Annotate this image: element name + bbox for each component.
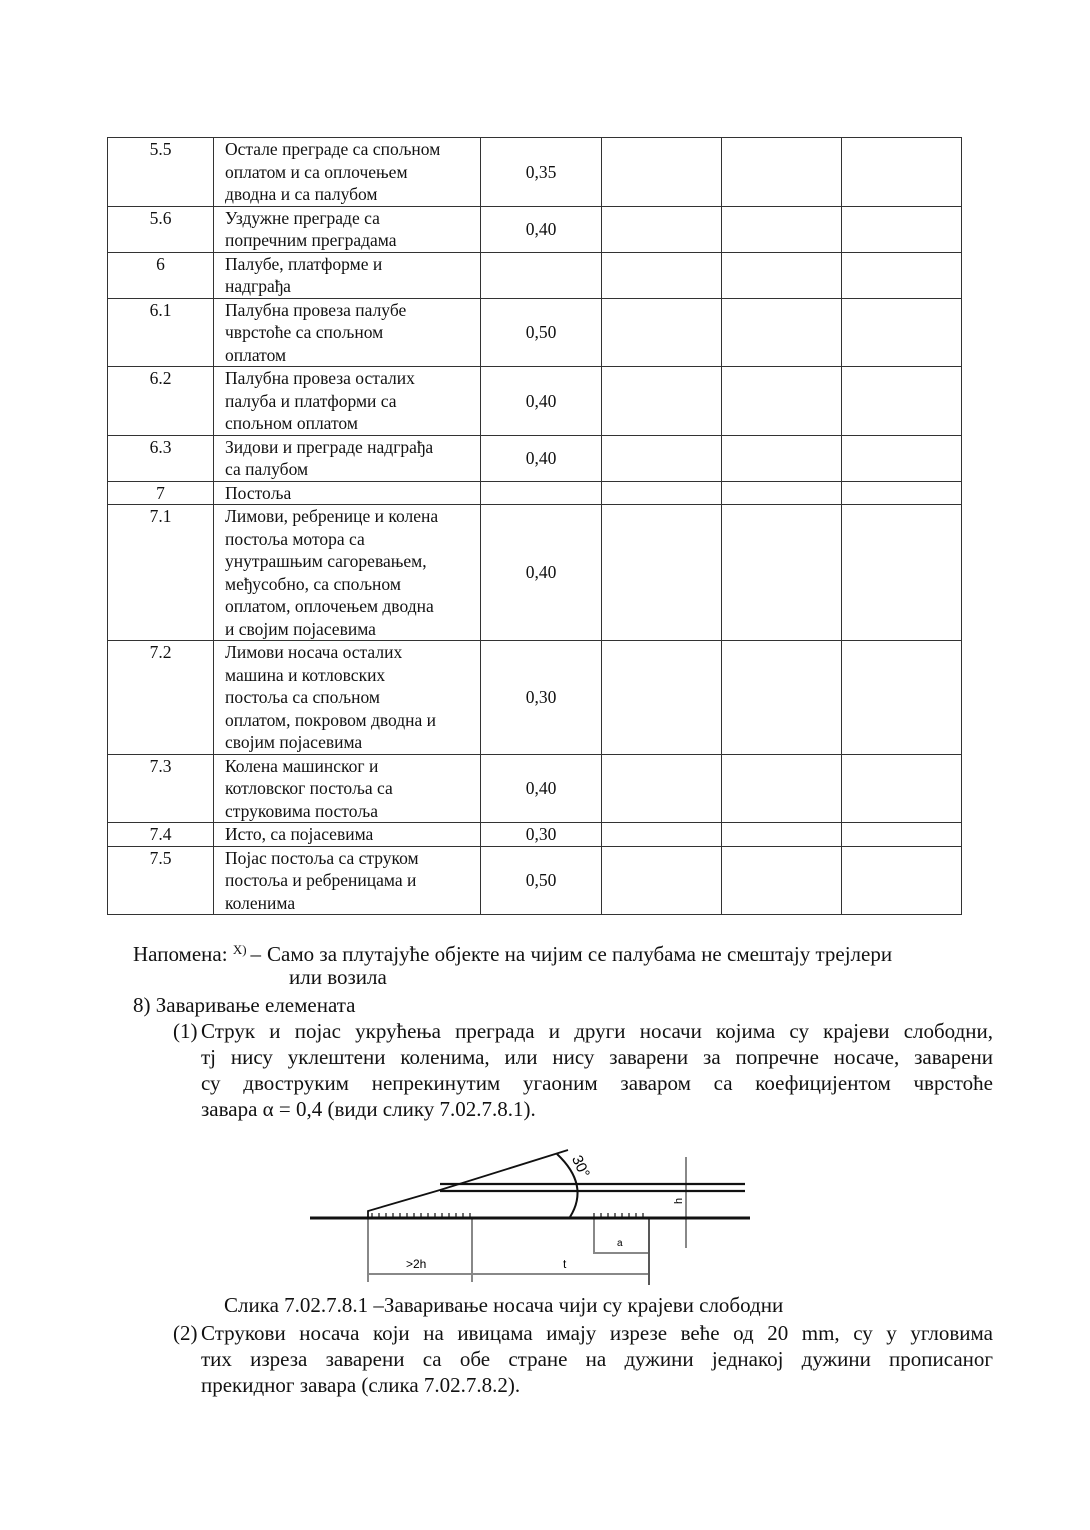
weld-coefficient-table	[107, 137, 962, 915]
paragraph-number: (1)	[173, 1019, 198, 1043]
empty-cell	[602, 754, 722, 823]
row-number: 7.1	[108, 505, 214, 641]
paragraph-line: Струк и појас укрућења преграда и други носачи којима су крајеви слободни,	[201, 1019, 993, 1043]
empty-cell	[842, 641, 962, 755]
row-coefficient	[481, 481, 602, 505]
description-line: котловског постоља са	[225, 778, 393, 798]
description-line: палуба и платформи са	[225, 390, 397, 411]
note-marker: X)	[232, 942, 247, 957]
description-line: машина и котловских	[225, 664, 386, 685]
row-number: 7.5	[108, 846, 214, 915]
row-description	[214, 298, 481, 367]
note-dash: –	[250, 942, 262, 966]
row-description	[214, 481, 481, 505]
empty-cell	[722, 505, 842, 641]
row-number: 6.3	[108, 435, 214, 481]
description-line: постоља са спољном	[225, 687, 380, 707]
paragraph-line: су двоструким непрекинутим угаоним заваром са коефицијентом чврстоће	[201, 1071, 993, 1095]
row-number: 7.3	[108, 754, 214, 823]
row-description	[214, 367, 481, 436]
paragraph-line: тј нису уклештени коленима, или нису заварени за попречне носаче, заварени	[201, 1045, 993, 1069]
table-row	[108, 505, 962, 641]
description-line: Палубе, платформе и	[225, 253, 383, 274]
row-coefficient: 0,40	[481, 505, 602, 641]
paragraph-1	[173, 1018, 993, 1122]
row-coefficient	[481, 252, 602, 298]
row-description	[214, 206, 481, 252]
table-row	[108, 481, 962, 505]
description-line: Уздужне преграде са	[225, 207, 380, 228]
description-line: Палубна провеза палубе	[225, 299, 407, 320]
description-line: постоља и ребреницама и	[225, 870, 417, 890]
weld-diagram	[300, 1140, 760, 1290]
description-line: надграђа	[225, 276, 291, 296]
description-line: Палубна провеза осталих	[225, 368, 415, 388]
label-a: a	[617, 1238, 623, 1249]
empty-cell	[602, 823, 722, 847]
description-line: оплатом	[225, 344, 287, 365]
row-description	[214, 846, 481, 915]
table-row	[108, 138, 962, 207]
table-row	[108, 435, 962, 481]
empty-cell	[722, 823, 842, 847]
table-row	[108, 846, 962, 915]
paragraph-line: Струкови носача који на ивицама имају изрезе веће од 20 mm, су у угловима	[201, 1321, 993, 1345]
note-text-line1: Само за плутајуће објекте на чијим се палубама не смештају трејлери	[267, 942, 893, 966]
row-number: 6	[108, 252, 214, 298]
row-coefficient: 0,50	[481, 298, 602, 367]
empty-cell	[842, 846, 962, 915]
description-line: и својим појасевима	[225, 618, 376, 639]
empty-cell	[602, 505, 722, 641]
description-line: спољном оплатом	[225, 413, 358, 433]
description-line: оплатом, оплочењем дводна	[225, 596, 434, 616]
table-row	[108, 206, 962, 252]
row-number: 6.2	[108, 367, 214, 436]
empty-cell	[722, 481, 842, 505]
empty-cell	[602, 846, 722, 915]
empty-cell	[722, 846, 842, 915]
description-line: унутрашњим сагоревањем,	[225, 551, 427, 571]
table-note	[133, 937, 892, 967]
row-number: 7.2	[108, 641, 214, 755]
empty-cell	[842, 505, 962, 641]
empty-cell	[842, 435, 962, 481]
description-line: оплатом, покровом дводна и	[225, 709, 437, 730]
figure-caption: Слика 7.02.7.8.1 –Заваривање носача чији су крајеви слободни	[224, 1293, 784, 1317]
empty-cell	[842, 481, 962, 505]
paragraph-2	[173, 1320, 993, 1398]
empty-cell	[602, 367, 722, 436]
description-line: Колена машинског и	[225, 755, 379, 776]
h-label: h	[673, 1197, 685, 1204]
empty-cell	[722, 367, 842, 436]
empty-cell	[722, 754, 842, 823]
empty-cell	[842, 367, 962, 436]
row-number: 5.5	[108, 138, 214, 207]
empty-cell	[602, 641, 722, 755]
row-coefficient: 0,30	[481, 823, 602, 847]
row-description	[214, 641, 481, 755]
empty-cell	[602, 298, 722, 367]
description-line: Лимови носача осталих	[225, 642, 403, 662]
label-2h: >2h	[406, 1257, 427, 1271]
empty-cell	[842, 206, 962, 252]
description-line: Исто, са појасевима	[225, 824, 374, 844]
paragraph-line: прекидног завара (слика 7.02.7.8.2).	[201, 1373, 521, 1397]
description-line: попречним преградама	[225, 230, 397, 250]
description-line: својим појасевима	[225, 732, 363, 752]
empty-cell	[722, 252, 842, 298]
description-line: Постоља	[225, 482, 292, 503]
empty-cell	[722, 138, 842, 207]
empty-cell	[722, 298, 842, 367]
row-description	[214, 252, 481, 298]
table-row	[108, 754, 962, 823]
row-description	[214, 435, 481, 481]
table-row	[108, 367, 962, 436]
empty-cell	[602, 138, 722, 207]
empty-cell	[842, 754, 962, 823]
label-t: t	[563, 1257, 567, 1271]
section-heading: 8) Заваривање елемената	[133, 993, 356, 1017]
row-number: 6.1	[108, 298, 214, 367]
row-coefficient: 0,40	[481, 754, 602, 823]
description-line: постоља мотора са	[225, 528, 365, 549]
empty-cell	[602, 481, 722, 505]
table-row	[108, 823, 962, 847]
row-coefficient: 0,50	[481, 846, 602, 915]
empty-cell	[722, 206, 842, 252]
description-line: међусобно, са спољном	[225, 573, 401, 594]
description-line: са палубом	[225, 459, 309, 479]
empty-cell	[842, 823, 962, 847]
table-row	[108, 641, 962, 755]
empty-cell	[842, 298, 962, 367]
description-line: Зидови и преграде надграђа	[225, 436, 434, 457]
note-text-line2: или возила	[289, 965, 387, 989]
row-description	[214, 823, 481, 847]
paragraph-number: (2)	[173, 1321, 198, 1345]
angle-label: 30°	[567, 1152, 593, 1181]
empty-cell	[842, 138, 962, 207]
paragraph-line: завара α = 0,4 (види слику 7.02.7.8.1).	[201, 1097, 536, 1121]
row-coefficient: 0,35	[481, 138, 602, 207]
table-row	[108, 252, 962, 298]
row-description	[214, 138, 481, 207]
row-coefficient: 0,40	[481, 367, 602, 436]
empty-cell	[722, 435, 842, 481]
row-description	[214, 505, 481, 641]
empty-cell	[602, 435, 722, 481]
paragraph-line: тих изреза заварени са обе стране на дужини једнакој дужини прописаног	[201, 1347, 993, 1371]
empty-cell	[842, 252, 962, 298]
weld-figure	[300, 1140, 760, 1290]
note-label: Напомена:	[133, 942, 228, 966]
row-coefficient: 0,40	[481, 206, 602, 252]
empty-cell	[602, 252, 722, 298]
description-line: Појас постоља са струком	[225, 847, 419, 868]
row-description	[214, 754, 481, 823]
row-coefficient: 0,40	[481, 435, 602, 481]
row-coefficient: 0,30	[481, 641, 602, 755]
description-line: струковима постоља	[225, 800, 378, 821]
description-line: чврстоће са спољном	[225, 322, 384, 342]
row-number: 7	[108, 481, 214, 505]
empty-cell	[722, 641, 842, 755]
description-line: оплатом и са оплочењем	[225, 161, 408, 182]
empty-cell	[602, 206, 722, 252]
row-number: 5.6	[108, 206, 214, 252]
description-line: Лимови, ребренице и колена	[225, 506, 439, 526]
table-row	[108, 298, 962, 367]
description-line: Остале преграде са спољном	[225, 139, 441, 159]
row-number: 7.4	[108, 823, 214, 847]
description-line: дводна и са палубом	[225, 184, 378, 204]
description-line: коленима	[225, 892, 296, 913]
